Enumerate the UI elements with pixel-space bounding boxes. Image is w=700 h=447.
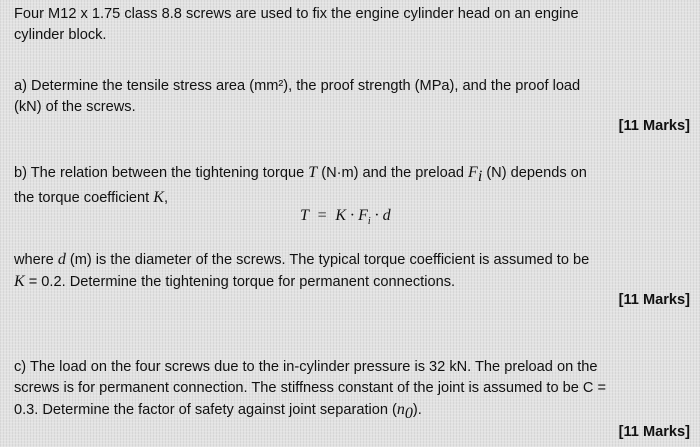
part-a-marks: [11 Marks] xyxy=(618,118,690,134)
part-a xyxy=(14,76,692,118)
diameter-symbol: d xyxy=(57,251,66,268)
part-b-line-1-text-c: (N) depends on xyxy=(482,165,587,181)
part-b-line-1 xyxy=(14,162,692,187)
preload-subscript: i xyxy=(477,167,483,185)
part-b-line-2-text-a: the torque coefficient xyxy=(14,189,154,206)
part-a-line-1: a) Determine the tensile stress area (mm²), the proof strength (MPa), and the proof load xyxy=(14,78,581,94)
torque-equation-tail: · d xyxy=(370,207,391,224)
part-b-line-3-text-b: (m) is the diameter of the screws. The typical torque coefficient is assumed to be xyxy=(65,252,590,268)
part-c-line-2: screws is for permanent connection. The stiffness constant of the joint is assumed to be C = xyxy=(14,380,607,396)
part-b-line-2-text-b: , xyxy=(163,189,169,206)
part-b-marks: [11 Marks] xyxy=(618,292,690,308)
part-c-line-3 xyxy=(14,399,692,424)
torque-symbol: T xyxy=(308,164,318,181)
part-c-line-3-text-b: ). xyxy=(412,402,422,418)
part-b-continued xyxy=(14,249,692,293)
part-c-line-1: c) The load on the four screws due to the in-cylinder pressure is 32 kN. The preload on the xyxy=(14,359,598,375)
part-b-line-1-text-a: b) The relation between the tightening torque xyxy=(14,165,309,181)
torque-equation-subscript: i xyxy=(367,216,371,228)
part-c-marks: [11 Marks] xyxy=(618,424,690,440)
preload-symbol: F xyxy=(468,164,478,181)
part-c-line-3-text-a: 0.3. Determine the factor of safety against joint separation ( xyxy=(14,402,397,418)
torque-coefficient-symbol: K xyxy=(153,188,164,206)
part-b-line-3 xyxy=(14,249,692,271)
safety-factor-subscript: 0 xyxy=(404,404,413,422)
part-b xyxy=(14,162,692,209)
part-b-line-1-text-b: (N·m) and the preload xyxy=(317,165,469,181)
intro-line-1: Four M12 x 1.75 class 8.8 screws are used to fix the engine cylinder head on an engine xyxy=(14,6,579,22)
part-b-line-3-text-a: where xyxy=(14,252,58,268)
part-c xyxy=(14,357,692,424)
part-b-line-4-text: = 0.2. Determine the tightening torque for permanent connections. xyxy=(24,274,456,290)
question-intro xyxy=(14,4,692,46)
torque-equation-main: T = K · F xyxy=(300,207,368,224)
intro-line-2: cylinder block. xyxy=(14,27,107,43)
part-a-line-2: (kN) of the screws. xyxy=(14,99,136,115)
safety-factor-symbol: n xyxy=(396,401,405,418)
part-b-line-2 xyxy=(14,187,692,209)
coefficient-value-symbol: K xyxy=(14,273,25,290)
part-b-line-4 xyxy=(14,271,692,293)
torque-equation xyxy=(300,207,391,227)
